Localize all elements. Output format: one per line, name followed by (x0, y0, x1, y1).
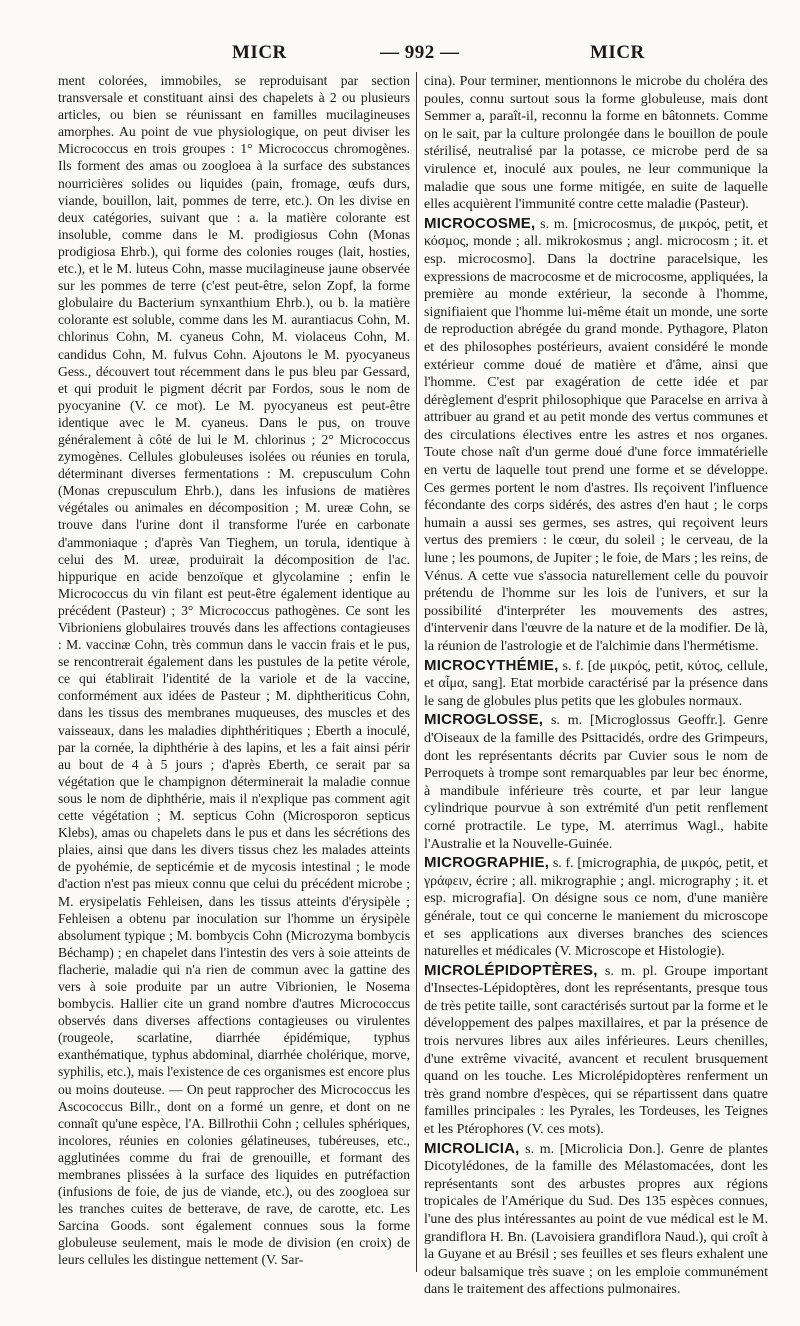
entry-text: s. m. [Microglossus Geoffr.]. Genre d'Oiseaux de la famille des Psittacidés, ordre des Grimpeurs, dont les représentants décrits par Cuvier sous le nom de Perroquets à trompe sont remarquables par leur bec énorme, à mandibule inférieure très courte, et par leur langue cylindrique pourvue à son extrémité d'un petit renflement corné protractile. Le type, M. aterrimus Wagl., habite l'Australie et la Nouvelle-Guinée. (424, 713, 768, 852)
right-column (424, 72, 768, 1299)
page-number: — 992 — (380, 42, 460, 63)
entry-text: s. f. [micrographia, de μικρός, petit, et γράφειν, écrire ; all. mikrographie ; angl. micrography ; it. et esp. micrografia]. On désigne sous ce nom, d'une manière générale, tout ce qui concerne le maniement du microscope et ses applications aux diverses branches des sciences naturelles et médicales (V. Microscope et Histologie). (424, 856, 768, 960)
entry-microcosme (424, 215, 768, 656)
entry-headword: MICROGRAPHIE, (424, 854, 550, 872)
column-divider (416, 72, 417, 1272)
left-column (58, 72, 410, 1269)
entry-headword: MICROLICIA, (424, 1139, 520, 1157)
entry-headword: MICROLÉPIDOPTÈRES, (424, 961, 598, 979)
header-left-guideword: MICR (232, 42, 287, 63)
entry-microglosse (424, 711, 768, 853)
entry-text: s. m. pl. Groupe important d'Insectes-Lépidoptères, dont les représentants, presque tous de très petite taille, sont caractérisés surtout par la forme et le développement des palpes maxillaires, et par la présence de trois nervures libres aux ailes inférieures. Leurs chenilles, d'une extrême vivacité, avancent et reculent brusquement quand on les touche. Les Microlépidoptères renferment un très grand nombre d'espèces, qui se répartissent dans quatre familles principales : les Pyrales, les Tordeuses, les Teignes et les Ptérophores (V. ces mots). (424, 963, 768, 1138)
entry-text: s. m. [Microlicia Don.]. Genre de plantes Dicotylédones, de la famille des Mélastomacées, dont les représentants sont des arbustes propres aux régions tropicales de l'Amérique du Sud. Des 135 espèces connues, l'une des plus intéressantes au point de vue médical est le M. grandiflora H. Bn. (Lavoisiera grandiflora Naud.), qui croît à la Guyane et au Brésil ; ses feuilles et ses fleurs exhalent une odeur balsamique très suave ; on les emploie communément dans le traitement des affections pulmonaires. (424, 1141, 769, 1298)
entry-microlicia (424, 1140, 768, 1299)
entry-headword: MICROCYTHÉMIE, (424, 656, 559, 674)
header-right-guideword: MICR (590, 42, 645, 63)
entry-text: cina). Pour terminer, mentionnons le microbe du choléra des poules, connu surtout sous la forme globuleuse, mais dont Semmer a, paraît-il, reconnu la forme en bâtonnets. Comme on le sait, par la culture prolongée dans le bouillon de poule stérilisé, neutralisé par la potasse, ce microbe perd de sa virulence et, inoculé aux poules, ne leur communique la maladie que sous une forme mitigée, en suite de laquelle elles acquièrent l'immunité contre cette maladie (Pasteur). (424, 74, 768, 213)
entry-micrographie (424, 854, 768, 961)
entry-headword: MICROGLOSSE, (424, 711, 544, 729)
entry-text: ment colorées, immobiles, se reproduisant par section transversale et constituant ainsi des chapelets à 2 ou plusieurs articles, ou bien se réunissant en familles mucilagineuses amorphes. Au point de vue physiologique, on peut diviser les Micrococcus en trois groupes : 1° Micrococcus chromogènes. Ils forment des amas ou zoogloea à la surface des substances nourricières solides ou liquides (pain, fromage, œufs durs, viande, bouillon, lait, pommes de terre, etc.). On les divise en deux catégories, suivant que : a. la matière colorante est insoluble, comme dans le M. prodigiosus Cohn (Monas prodigiosa Ehrb.), qui forme des colonies rouges (lait, hosties, etc.), et le M. luteus Cohn, masse mucilagineuse jaune observée sur les pommes de terre (c'est peut-être, selon Zopf, la forme globulaire du Bacterium synxanthium Ehrb.), ou b. la matière colorante est soluble, comme dans les M. aurantiacus Cohn, M. chlorinus Cohn, M. cyaneus Cohn, M. violaceus Cohn, M. candidus Cohn, M. fulvus Cohn. Ajoutons le M. pyocyaneus Gess., découvert tout récemment dans le pus bleu par Gessard, et qui produit le pigment décrit par Fordos, sous le nom de pyocyanine (V. ce mot). Le M. pyocyaneus est peut-être identique avec le M. cyaneus. Dans le pus, on trouve généralement à côté de lui le M. chlorinus ; 2° Micrococcus zymogènes. Cellules globuleuses isolées ou réunies en torula, déterminant diverses fermentations : M. crepusculum Cohn (Monas crepusculum Ehrb.), dans les infusions de matières végétales ou animales en décomposition ; M. ureæ Cohn, se trouve dans l'urine dont il transforme l'urée en carbonate d'ammoniaque ; d'après Van Tieghem, un torula, identique à celui des M. ureæ, produirait la décomposition de l'ac. hippurique en acide benzoïque et glycolamine ; enfin le Micrococcus du vin filant est peut-être également identique au précédent (Pasteur) ; 3° Micrococcus pathogènes. Ce sont les Vibrioniens globulaires trouvés dans les affections contagieuses : M. vaccinæ Cohn, très commun dans le vaccin frais et le pus, se rencontrerait également dans les pustules de la petite vérole, ce qui établirait l'identité de la variole et de la vaccine, conformément aux idées de Pasteur ; M. diphtheriticus Cohn, dans les tissus des membranes muqueuses, des muscles et des vaisseaux, dans les maladies diphthéritiques ; Eberth a inoculé, par la cornée, la diphthérie à des lapins, et les a fait ainsi périr au bout de 4 à 5 jours ; d'après Eberth, ce serait par sa végétation que le champignon déterminerait la maladie connue sous le nom de diphthérie, mais il n'explique pas comment agit cette végétation ; M. septicus Cohn (Microsporon septicus Klebs), amas ou chapelets dans le pus et dans les sécrétions des plaies, ainsi que dans les divers tissus chez les malades atteints de pyohémie, de septicémie et de mycosis intestinal ; le mode d'action n'est pas mieux connu que celui du précédent microbe ; M. erysipelatis Fehleisen, dans les tissus atteints d'érysipèle ; Fehleisen a obtenu par inoculation sur l'homme un érysipèle absolument typique ; M. bombycis Cohn (Microzyma bombycis Béchamp) ; en chapelet dans l'intestin des vers à soie atteints de flacherie, maladie qui n'a rien de commun avec la gattine des vers à soie produite par un autre Vibrionien, le Nosema bombycis. Hallier cite un grand nombre d'autres Micrococcus observés dans diverses affections contagieuses ou virulentes (rougeole, scarlatine, diarrhée épidémique, typhus exanthématique, typhus abdominal, diarrhée cholérique, morve, syphilis, etc.), mais l'existence de ces organismes est encore plus ou moins douteuse. — On peut rapprocher des Micrococcus les Ascococcus Billr., dont on a formé un genre, et dont on ne connaît qu'une espèce, l'A. Billrothii Cohn ; cellules sphériques, incolores, réunies en colonies gélatineuses, tubéreuses, etc., agglutinées comme du frai de grenouille, et formant des membranes plissées à la surface des liquides en putréfaction (infusions de foie, de jus de viande, etc.), ou des zoogloea sur les tranches cuites de betterave, de rave, de carotte, etc. Les Sarcina Goods. sont également connues sous la forme globuleuse seulement, mais le mode de division (en croix) de leurs cellules les distingue nettement (V. Sar- (58, 73, 410, 1268)
running-header (60, 42, 770, 74)
entry-microlepidopteres (424, 962, 768, 1139)
entry-continuation (424, 73, 768, 214)
entry-microcythemie (424, 657, 768, 711)
entry-text: s. f. [de μικρός, petit, κύτος, cellule, et αἷμα, sang]. Etat morbide caractérisé par la présence dans le sang de globules plus petits que les globules normaux. (424, 658, 768, 709)
entry-text: s. m. [microcosmus, de μικρός, petit, et κόσμος, monde ; all. mikrokosmus ; angl. microcosm ; it. et esp. microcosmo]. Dans la doctrine paracelsique, les expressions de macrocosme et de microcosme, appliquées, la première au monde extérieur, la seconde à l'homme, signifiaient que l'homme lui-même était un monde, une sorte de reproduction abrégée du grand monde. Pythagore, Platon et des philosophes postérieurs, avaient considéré le monde extérieur comme doué de matière et d'âme, ainsi que l'homme. C'est par exagération de cette idée et par dérèglement d'esprit philosophique que Paracelse en arriva à attribuer au grand et au petit monde des vertus communes et des circulations électives entre les astres et nos organes. Toute chose naît d'un germe doué d'une force immatérielle en vertu de laquelle tout prend une forme et se développe. Ces germes portent le nom d'astres. Ils reçoivent l'influence fécondante des corps sidérés, des astres d'en haut ; le corps humain a aussi ses germes, ses astres, qui reçoivent leurs vertus des premiers : le cœur, du soleil ; le cerveau, de la lune ; les poumons, de Jupiter ; le foie, de Mars ; les reins, de Vénus. A cette vue s'associa naturellement celle du pouvoir prétendu de l'homme sur les lois de l'univers, et sur la possibilité d'interpréter les mouvements des astres, d'intervenir dans l'œuvre de la nature et de la modifier. De là, la réunion de l'astrologie et de l'alchimie dans l'hermétisme. (424, 216, 769, 654)
entry-headword: MICROCOSME, (424, 214, 536, 232)
